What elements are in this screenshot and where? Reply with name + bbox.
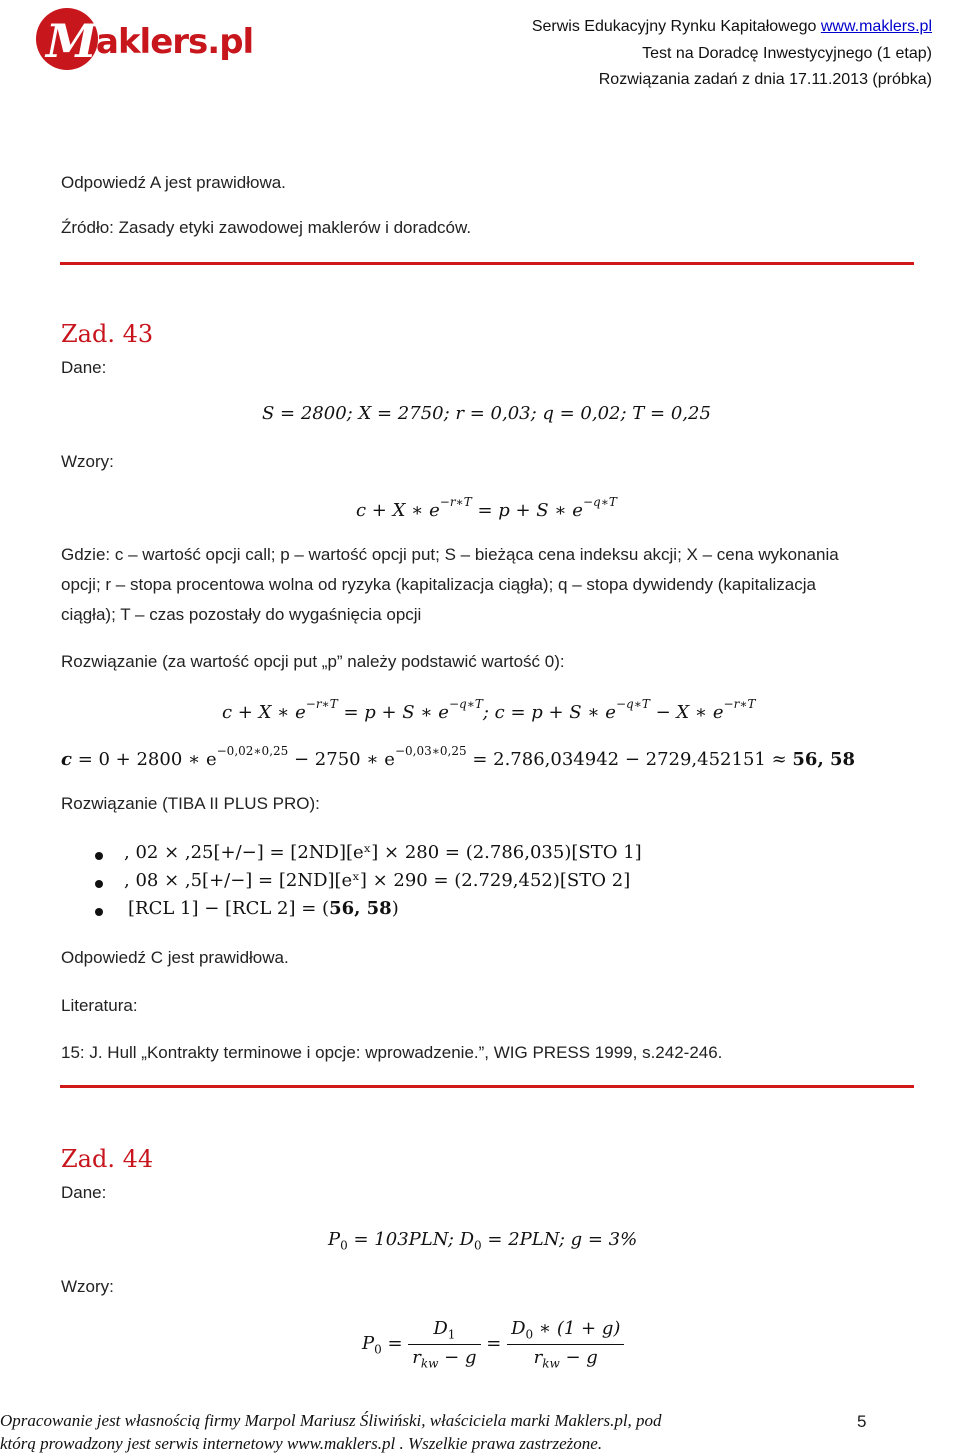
rozw1-exp-2: −q∗T (448, 697, 483, 711)
zad43-wzory-label: Wzory: (61, 452, 114, 471)
frac2-num-sub: 0 (525, 1327, 534, 1342)
frac1-den: r (412, 1346, 421, 1368)
zad43-title: Zad. 43 (61, 320, 154, 348)
calc-c: c (61, 749, 72, 770)
zad43-dane-text: S = 2800; X = 2750; r = 0,03; q = 0,02; T = 0,25 (262, 403, 711, 424)
wzor-exp-2: −q∗T (582, 495, 617, 509)
gdzie-line-3: ciągła); T – czas pozostały do wygaśnięcia opcji (61, 605, 422, 624)
dane44-part-b: = 2PLN; g = 3% (481, 1229, 638, 1250)
frac2-den-rest: − g (559, 1346, 598, 1368)
wzor44-frac-1 (408, 1318, 480, 1370)
rozw1-exp-4: −r∗T (723, 697, 756, 711)
footer-line-1: Opracowanie jest własnością firmy Marpol Mariusz Śliwiński, właściciela marki Maklers.pl, pod (0, 1411, 662, 1430)
gdzie-line-2: opcji; r – stopa procentowa wolna od ryzyka (kapitalizacja ciągła); q – stopa dywidendy (kapitalizacja (61, 575, 816, 594)
header-line-2: Test na Doradcę Inwestycyjnego (1 etap) (642, 45, 932, 62)
rozw1-part-b: = p + S ∗ e (337, 702, 449, 723)
zad43-wzor-formula (356, 495, 617, 521)
bullet-1 (95, 852, 103, 860)
zad43-dane-formula (262, 403, 711, 424)
zad43-answer: Odpowiedź C jest prawidłowa. (61, 948, 289, 967)
zad44-title: Zad. 44 (61, 1145, 154, 1173)
rozw1-part-d: − X ∗ e (649, 702, 724, 723)
dane44-d-sub: 0 (474, 1238, 482, 1253)
wzor-part-b: = p + S ∗ e (471, 500, 583, 521)
tiba3-suffix: ) (391, 898, 399, 919)
zad44-dane-label: Dane: (61, 1183, 107, 1202)
footer-line-2: którą prowadzony jest serwis internetowy www.maklers.pl . Wszelkie prawa zastrzeżone. (0, 1434, 603, 1453)
page-number: 5 (857, 1412, 867, 1431)
wzor44-lhs: P (362, 1333, 375, 1355)
rozw1-exp-1: −r∗T (305, 697, 338, 711)
calc-formula (61, 744, 856, 770)
dane44-p-sub: 0 (340, 1238, 348, 1253)
tiba3-result: 56, 58 (329, 898, 392, 919)
calc-result: 56, 58 (792, 749, 856, 770)
tiba-line-1: , 02 × ,25[+/−] = [2ND][eˣ] × 280 = (2.786,035)[STO 1] (124, 842, 642, 863)
header-line-3: Rozwiązania zadań z dnia 17.11.2013 (próbka) (598, 71, 932, 88)
frac2-den: r (533, 1346, 543, 1368)
bullet-3 (95, 908, 103, 916)
zad44-wzory-label: Wzory: (61, 1277, 114, 1296)
dane44-d: D (459, 1229, 475, 1250)
calc-part-a: = 0 + 2800 ∗ e (71, 749, 217, 770)
calc-exp-1: −0,02∗0,25 (216, 744, 289, 758)
header-site-name: Serwis Edukacyjny Rynku Kapitałowego (531, 18, 821, 35)
wzor44-frac-2 (507, 1318, 624, 1370)
prev-source: Źródło: Zasady etyki zawodowej maklerów i doradców. (61, 218, 472, 237)
wzor44-eq-1: = (381, 1333, 409, 1355)
logo-text: aklers.pl (96, 22, 254, 62)
zad44-wzor-formula (362, 1318, 624, 1370)
section-divider-2 (60, 1085, 914, 1088)
frac1-num: D (433, 1318, 448, 1339)
calc-part-b: − 2750 ∗ e (288, 749, 395, 770)
wzor44-eq-2: = (486, 1333, 508, 1355)
frac2-num: D (511, 1318, 526, 1339)
wzor-exp-1: −r∗T (439, 495, 472, 509)
prev-answer: Odpowiedź A jest prawidłowa. (61, 173, 286, 192)
rozw1-label: Rozwiązanie (za wartość opcji put „p” należy podstawić wartość 0): (61, 652, 565, 671)
zad43-dane-label: Dane: (61, 358, 107, 377)
dane44-p: P (328, 1229, 341, 1250)
rozw2-label: Rozwiązanie (TIBA II PLUS PRO): (61, 794, 320, 813)
calc-part-c: = 2.786,034942 − 2729,452151 ≈ (466, 749, 793, 770)
rozw1-exp-3: −q∗T (615, 697, 650, 711)
frac1-num-sub: 1 (447, 1327, 456, 1342)
wzor44-lhs-sub: 0 (374, 1342, 382, 1357)
dane44-part-a: = 103PLN; (347, 1229, 460, 1250)
tiba-line-2: , 08 × ,5[+/−] = [2ND][eˣ] × 290 = (2.729,452)[STO 2] (124, 870, 631, 891)
wzor-part-a: c + X ∗ e (356, 500, 440, 521)
frac2-num-rest: ∗ (1 + g) (533, 1318, 621, 1339)
bullet-2 (95, 880, 103, 888)
logo-mark: M (46, 14, 97, 68)
section-divider (60, 262, 914, 265)
literatura-ref: 15: J. Hull „Kontrakty terminowe i opcje: wprowadzenie.”, WIG PRESS 1999, s.242-246. (61, 1043, 723, 1062)
tiba-line-3 (128, 898, 399, 919)
gdzie-line-1: Gdzie: c – wartość opcji call; p – wartość opcji put; S – bieżąca cena indeksu akcji; X – cena wykonania (61, 545, 839, 564)
frac1-den-sub: kw (420, 1356, 439, 1371)
rozw1-part-c: ; c = p + S ∗ e (482, 702, 616, 723)
zad44-dane-formula (328, 1229, 637, 1253)
tiba3-prefix: [RCL 1] − [RCL 2] = ( (128, 898, 330, 919)
header-link[interactable]: www.maklers.pl (820, 18, 932, 35)
rozw1-formula (222, 697, 756, 723)
rozw1-part-a: c + X ∗ e (222, 702, 306, 723)
frac2-den-sub: kw (542, 1356, 560, 1371)
header-line-1 (532, 18, 932, 36)
literatura-label: Literatura: (61, 996, 138, 1015)
calc-exp-2: −0,03∗0,25 (394, 744, 467, 758)
frac1-den-rest: − g (438, 1346, 477, 1368)
